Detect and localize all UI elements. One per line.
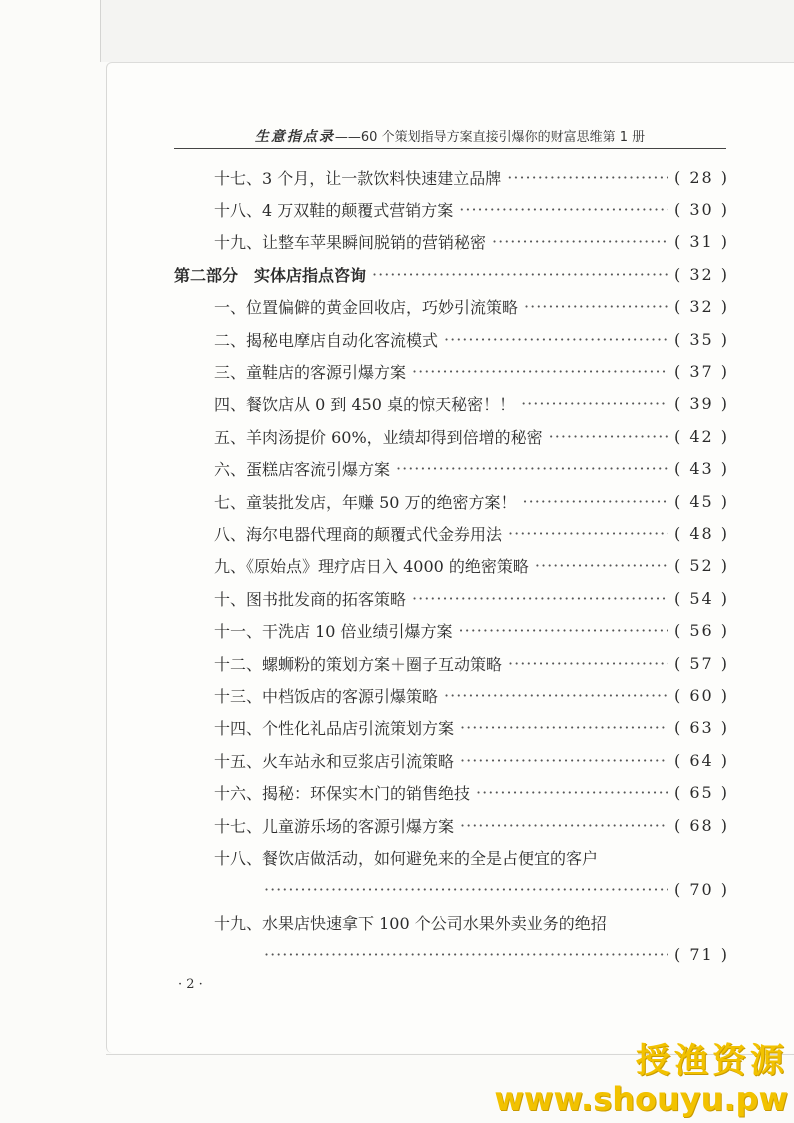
toc-part-heading xyxy=(174,258,730,290)
watermark-brand: 授渔资源 xyxy=(636,1041,788,1081)
toc-entry-title: 六、蛋糕店客流引爆方案 xyxy=(214,460,391,480)
toc-entry xyxy=(174,453,730,485)
dot-leader xyxy=(444,686,668,705)
toc-entry xyxy=(174,323,730,355)
toc-entry-page: ( 54 ) xyxy=(674,588,730,608)
toc-entry-page: ( 68 ) xyxy=(674,815,730,835)
toc-entry-title: 十二、螺蛳粉的策划方案＋圈子互动策略 xyxy=(214,654,503,674)
dot-leader xyxy=(412,362,668,381)
toc-entry-page: ( 56 ) xyxy=(674,621,730,641)
header-brand: 生意指点录 xyxy=(254,129,335,145)
toc-entry-title: 十七、儿童游乐场的客源引爆方案 xyxy=(214,816,455,836)
toc-entry-title: 二、揭秘电摩店自动化客流模式 xyxy=(214,330,439,350)
toc-entry-page: ( 32 ) xyxy=(674,264,730,284)
toc-entry-page: ( 43 ) xyxy=(674,459,730,479)
toc-entry xyxy=(174,388,730,420)
dot-leader xyxy=(535,556,668,575)
toc-entry-title: 十九、水果店快速拿下 100 个公司水果外卖业务的绝招 xyxy=(214,913,607,933)
dot-leader xyxy=(372,265,668,284)
dot-leader xyxy=(459,200,668,219)
toc-entry-title: 九、《原始点》理疗店日入 4000 的绝密策略 xyxy=(214,557,529,577)
toc-entry xyxy=(174,355,730,387)
toc-entry xyxy=(174,776,730,808)
toc-entry-page: ( 35 ) xyxy=(674,329,730,349)
toc-entry-page: ( 39 ) xyxy=(674,394,730,414)
dot-leader xyxy=(549,427,668,446)
toc-entry xyxy=(174,614,730,646)
dot-leader xyxy=(521,394,668,413)
dot-leader xyxy=(492,232,668,251)
dot-leader xyxy=(444,330,668,349)
toc-entry-continuation xyxy=(174,874,730,906)
toc-entry xyxy=(174,582,730,614)
header-subtitle: ——60 个策划指导方案直接引爆你的财富思维第 1 册 xyxy=(334,130,646,145)
toc-entry xyxy=(174,744,730,776)
toc-entry xyxy=(174,420,730,452)
toc-entry-page: ( 37 ) xyxy=(674,362,730,382)
toc-entry-page: ( 30 ) xyxy=(674,200,730,220)
running-header xyxy=(174,126,726,150)
toc-entry xyxy=(174,291,730,323)
toc-entry-title: 十七、3 个月，让一款饮料快速建立品牌 xyxy=(214,168,502,188)
toc-entry xyxy=(174,226,730,258)
dot-leader xyxy=(476,783,668,802)
toc-entry xyxy=(174,647,730,679)
toc-entry-page: ( 70 ) xyxy=(674,880,730,900)
dot-leader xyxy=(264,880,668,899)
dot-leader xyxy=(460,751,668,770)
toc-entry-title: 十一、干洗店 10 倍业绩引爆方案 xyxy=(214,622,453,642)
toc-entry-title: 一、位置偏僻的黄金回收店，巧妙引流策略 xyxy=(214,298,519,318)
watermark xyxy=(494,1041,788,1117)
toc-entry xyxy=(174,161,730,193)
toc-entry-title: 十三、中档饭店的客源引爆策略 xyxy=(214,686,439,706)
dot-leader xyxy=(412,589,668,608)
toc-entry-title: 五、羊肉汤提价 60%，业绩却得到倍增的秘密 xyxy=(214,427,543,447)
toc-entry-page: ( 60 ) xyxy=(674,685,730,705)
toc-entry-title: 十八、餐饮店做活动，如何避免来的全是占便宜的客户 xyxy=(214,848,599,868)
toc-entry xyxy=(174,485,730,517)
toc-entry-page: ( 52 ) xyxy=(674,556,730,576)
toc-entry-page: ( 42 ) xyxy=(674,426,730,446)
toc-entry xyxy=(174,906,726,938)
watermark-url: www.shouyu.pw xyxy=(494,1080,788,1118)
toc-entry-title: 十、图书批发商的拓客策略 xyxy=(214,589,407,609)
toc-entry-continuation xyxy=(174,938,730,970)
toc-entry xyxy=(174,841,726,873)
toc-entry-page: ( 65 ) xyxy=(674,783,730,803)
toc-entry-title: 八、海尔电器代理商的颠覆式代金券用法 xyxy=(214,524,503,544)
dot-leader xyxy=(523,492,668,511)
toc-entry-title: 十九、让整车苹果瞬间脱销的营销秘密 xyxy=(214,233,487,253)
toc-entry-title: 十五、火车站永和豆浆店引流策略 xyxy=(214,751,455,771)
dot-leader xyxy=(264,945,668,964)
header-rule xyxy=(174,148,726,149)
toc-entry-page: ( 28 ) xyxy=(674,167,730,187)
toc-entry-page: ( 45 ) xyxy=(674,491,730,511)
dot-leader xyxy=(460,718,668,737)
toc-entry xyxy=(174,550,730,582)
dot-leader xyxy=(396,459,668,478)
toc-entry xyxy=(174,517,730,549)
toc-entry xyxy=(174,712,730,744)
toc-entry-page: ( 64 ) xyxy=(674,750,730,770)
toc-entry-title: 十六、揭秘：环保实木门的销售绝技 xyxy=(214,784,471,804)
toc-entry-page: ( 71 ) xyxy=(674,945,730,965)
toc-entry-page: ( 32 ) xyxy=(674,297,730,317)
toc-entry-title: 七、童装批发店，年赚 50 万的绝密方案！ xyxy=(214,492,517,512)
page-number: · 2 · xyxy=(178,977,203,992)
dot-leader xyxy=(507,168,668,187)
dot-leader xyxy=(508,524,668,543)
toc-entry-page: ( 31 ) xyxy=(674,232,730,252)
toc-entry xyxy=(174,809,730,841)
dot-leader xyxy=(524,297,668,316)
dot-leader xyxy=(459,621,668,640)
toc-entry-title: 三、童鞋店的客源引爆方案 xyxy=(214,363,407,383)
toc-entry-title: 十八、4 万双鞋的颠覆式营销方案 xyxy=(214,201,454,221)
toc-entry-page: ( 63 ) xyxy=(674,718,730,738)
toc-entry-page: ( 57 ) xyxy=(674,653,730,673)
dot-leader xyxy=(508,654,668,673)
table-of-contents xyxy=(174,161,730,971)
toc-entry-title: 四、餐饮店从 0 到 450 桌的惊天秘密！！ xyxy=(214,395,516,415)
toc-entry-title: 十四、个性化礼品店引流策划方案 xyxy=(214,719,455,739)
dot-leader xyxy=(460,816,668,835)
toc-entry xyxy=(174,679,730,711)
previous-page-edge xyxy=(100,0,794,62)
toc-entry-title: 第二部分 实体店指点咨询 xyxy=(174,265,367,285)
toc-entry-page: ( 48 ) xyxy=(674,523,730,543)
toc-entry xyxy=(174,193,730,225)
